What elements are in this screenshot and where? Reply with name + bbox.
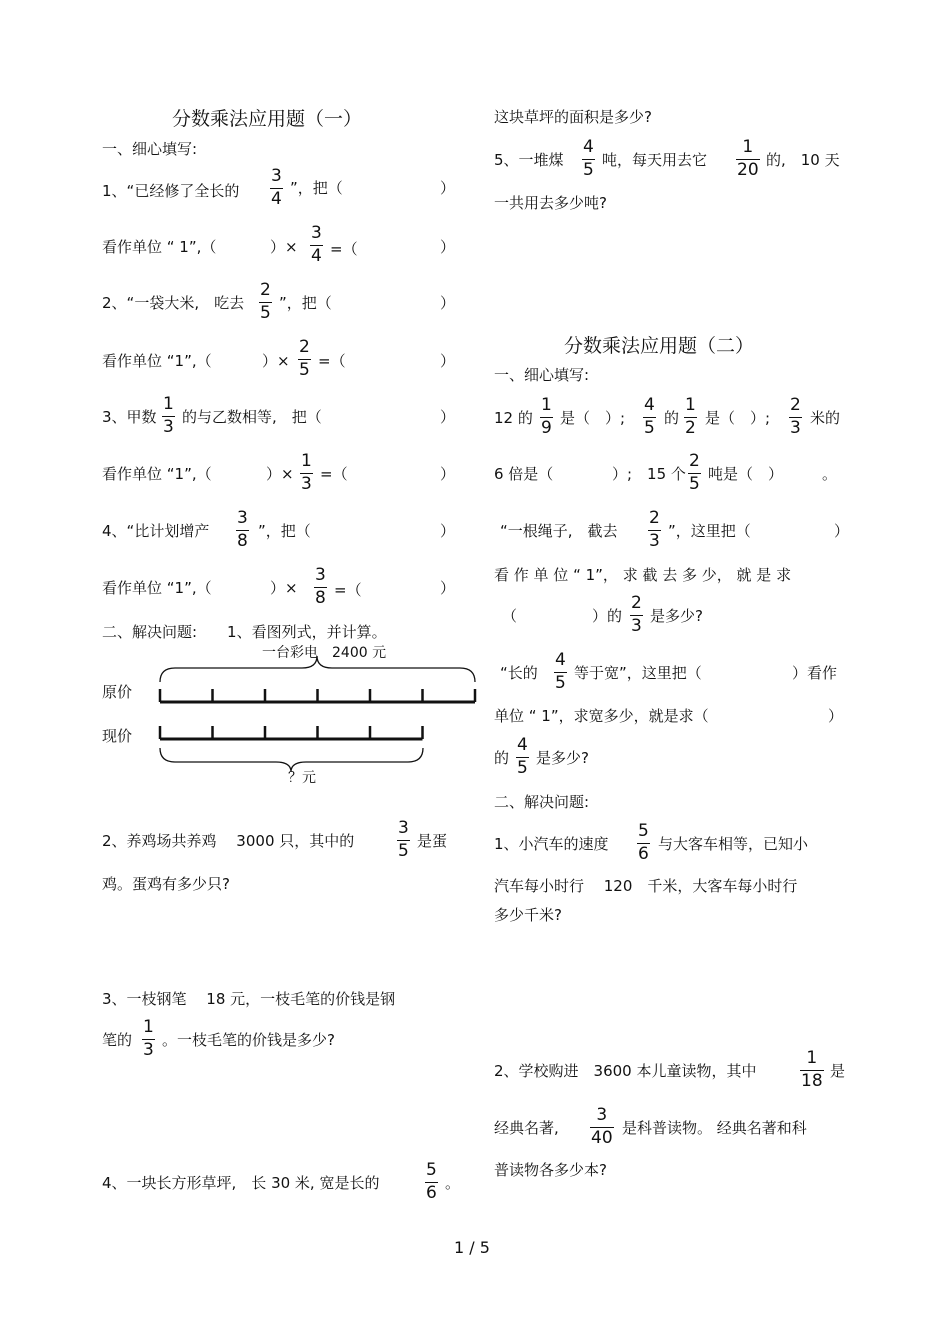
- fill-l1-e: 米的: [810, 409, 841, 427]
- fill-l1-fraction-2: 4 5: [644, 395, 655, 438]
- q2-fraction: 2 5: [260, 280, 271, 323]
- len-line2: 单位 “ 1”，求宽多少，就是求（: [494, 707, 709, 725]
- fill-l1-b: 是（ ）;: [560, 409, 626, 427]
- section1-title: 分数乘法应用题（一）: [172, 108, 363, 130]
- len-line3-fraction: 4 5: [517, 735, 528, 778]
- q4-fraction: 3 8: [237, 508, 248, 551]
- q4-unit-equals: =（: [334, 581, 362, 599]
- p4-fraction: 5 6: [426, 1160, 437, 1203]
- p5-fraction-2: 1 20: [737, 137, 759, 180]
- q3-fraction: 1 3: [163, 394, 174, 437]
- diagram-row-now-label: 现价: [102, 727, 133, 745]
- s2-line3: 普读物各多少本?: [494, 1161, 607, 1179]
- len-text-a: “长的: [500, 664, 538, 682]
- fill-l1-fraction-1: 1 9: [541, 395, 552, 438]
- q1-unit-text: 看作单位 “ 1”,（: [102, 238, 217, 256]
- q2-text-b: ”，把（: [279, 294, 332, 312]
- p4-text-b: 。: [445, 1174, 461, 1192]
- q1-fraction: 3 4: [271, 166, 282, 209]
- q2-text-a: 2、“一袋大米, 吃去: [102, 294, 245, 312]
- diagram-row-original-label: 原价: [102, 683, 133, 701]
- len-line2-close: ）: [828, 707, 844, 725]
- q3-unit-fraction: 1 3: [301, 451, 312, 494]
- s1-fraction: 5 6: [638, 821, 649, 864]
- q3-text-b: 的与乙数相等, 把（: [182, 408, 322, 426]
- q3-unit-text: 看作单位 “1”,（: [102, 465, 212, 483]
- section2-part1-heading: 一、细心填写:: [494, 366, 590, 384]
- q3-unit-equals: =（: [320, 465, 348, 483]
- p4-continuation: 这块草坪的面积是多少?: [494, 108, 652, 126]
- q3-unit-times: ）×: [266, 465, 294, 483]
- p5-text-b: 吨，每天用去它: [602, 151, 708, 169]
- p2-text-a: 2、养鸡场共养鸡 3000 只，其中的: [102, 832, 355, 850]
- rope-line3-b: ）的: [592, 607, 623, 625]
- top-brace: [160, 656, 475, 682]
- q1-unit-close: ）: [440, 238, 456, 256]
- p3-fraction: 1 3: [143, 1017, 154, 1060]
- q2-unit-close: ）: [440, 352, 456, 370]
- fill-l1-fraction-3: 1 2: [685, 395, 696, 438]
- p5-text-a: 5、一堆煤: [494, 151, 564, 169]
- fill-l1-a: 12 的: [494, 409, 533, 427]
- bottom-brace: [160, 748, 423, 772]
- q2-text-c: ）: [440, 294, 456, 312]
- section2-title: 分数乘法应用题（二）: [564, 335, 755, 357]
- fill-l1-c: 的: [664, 409, 680, 427]
- p5-text-c: 的, 10 天: [766, 151, 840, 169]
- s2-text-a: 2、学校购进 3600 本儿童读物，其中: [494, 1062, 757, 1080]
- rope-text-b: ”，这里把（: [668, 522, 751, 540]
- section1-part1-heading: 一、细心填写:: [102, 140, 198, 158]
- fill-l2-d: 。: [822, 465, 838, 483]
- len-text-c: ）看作: [792, 664, 838, 682]
- p2-text-b: 是蛋: [417, 832, 448, 850]
- q4-unit-fraction: 3 8: [315, 565, 326, 608]
- page-number: 1 / 5: [454, 1238, 490, 1257]
- section2-part2-heading: 二、解决问题:: [494, 793, 590, 811]
- rope-line3-a: （: [502, 607, 518, 625]
- diagram-top-label: 一台彩电 2400 元: [262, 645, 387, 661]
- q2-unit-fraction: 2 5: [299, 337, 310, 380]
- s2-fraction-1: 1 18: [801, 1048, 823, 1091]
- q2-unit-times: ）×: [262, 352, 290, 370]
- len-line3-b: 是多少?: [536, 749, 589, 767]
- fill-l2-b: ）; 15 个: [612, 465, 686, 483]
- s1-line3: 多少千米?: [494, 906, 562, 924]
- s1-text-a: 1、小汽车的速度: [494, 835, 609, 853]
- p4-text-a: 4、一块长方形草坪, 长 30 米, 宽是长的: [102, 1174, 380, 1192]
- p3-line1: 3、一枝钢笔 18 元，一枝毛笔的价钱是钢: [102, 990, 396, 1008]
- diagram-bottom-label: ？元: [288, 770, 316, 786]
- fill-l1-d: 是（ ）;: [705, 409, 771, 427]
- original-price-line: [160, 689, 475, 702]
- q3-text-c: ）: [440, 408, 456, 426]
- p3-text-a: 笔的: [102, 1031, 133, 1049]
- q2-unit-equals: =（: [318, 352, 346, 370]
- q2-unit-text: 看作单位 “1”,（: [102, 352, 212, 370]
- fill-l2-c: 吨是（ ）: [708, 465, 784, 483]
- q4-text-c: ）: [440, 522, 456, 540]
- q1-text-a: 1、“已经修了全长的: [102, 182, 240, 200]
- q3-unit-close: ）: [440, 465, 456, 483]
- rope-line2: 看 作 单 位 “ 1”， 求 截 去 多 少， 就 是 求: [494, 566, 792, 584]
- q1-unit-equals: =（: [330, 240, 358, 258]
- q4-unit-close: ）: [440, 579, 456, 597]
- p3-text-b: 。一枝毛笔的价钱是多少?: [162, 1031, 335, 1049]
- p5-line2: 一共用去多少吨?: [494, 194, 607, 212]
- s2-fraction-2: 3 40: [591, 1105, 613, 1148]
- q4-unit-times: ）×: [270, 579, 298, 597]
- q4-text-b: ”，把（: [258, 522, 311, 540]
- len-fraction: 4 5: [555, 650, 566, 693]
- p2-line2: 鸡。蛋鸡有多少只?: [102, 875, 230, 893]
- q1-unit-times: ）×: [270, 238, 298, 256]
- p2-fraction: 3 5: [398, 818, 409, 861]
- q1-text-c: ）: [440, 179, 456, 197]
- section1-part2-heading: 二、解决问题: 1、看图列式，并计算。: [102, 623, 387, 641]
- rope-line3-fraction: 2 3: [631, 593, 642, 636]
- current-price-line: [160, 726, 423, 739]
- s2-line2-a: 经典名著,: [494, 1119, 559, 1137]
- fill-l2-a: 6 倍是（: [494, 465, 554, 483]
- fill-l1-fraction-4: 2 3: [790, 395, 801, 438]
- p5-fraction-1: 4 5: [583, 137, 594, 180]
- len-line3-a: 的: [494, 749, 510, 767]
- rope-text-a: “一根绳子, 截去: [500, 522, 618, 540]
- q3-text-a: 3、甲数: [102, 408, 157, 426]
- s1-line2: 汽车每小时行 120 千米，大客车每小时行: [494, 877, 798, 895]
- s2-line2-b: 是科普读物。 经典名著和科: [622, 1119, 807, 1137]
- q4-text-a: 4、“比计划增产: [102, 522, 210, 540]
- q1-text-b: ”，把（: [290, 179, 343, 197]
- rope-text-c: ）: [834, 522, 850, 540]
- q1-unit-fraction: 3 4: [311, 223, 322, 266]
- fill-l2-fraction: 2 5: [689, 451, 700, 494]
- s1-text-b: 与大客车相等，已知小: [658, 835, 809, 853]
- s2-text-b: 是: [830, 1062, 846, 1080]
- q4-unit-text: 看作单位 “1”,（: [102, 579, 212, 597]
- rope-line3-c: 是多少?: [650, 607, 703, 625]
- len-text-b: 等于宽”，这里把（: [574, 664, 702, 682]
- rope-fraction: 2 3: [649, 508, 660, 551]
